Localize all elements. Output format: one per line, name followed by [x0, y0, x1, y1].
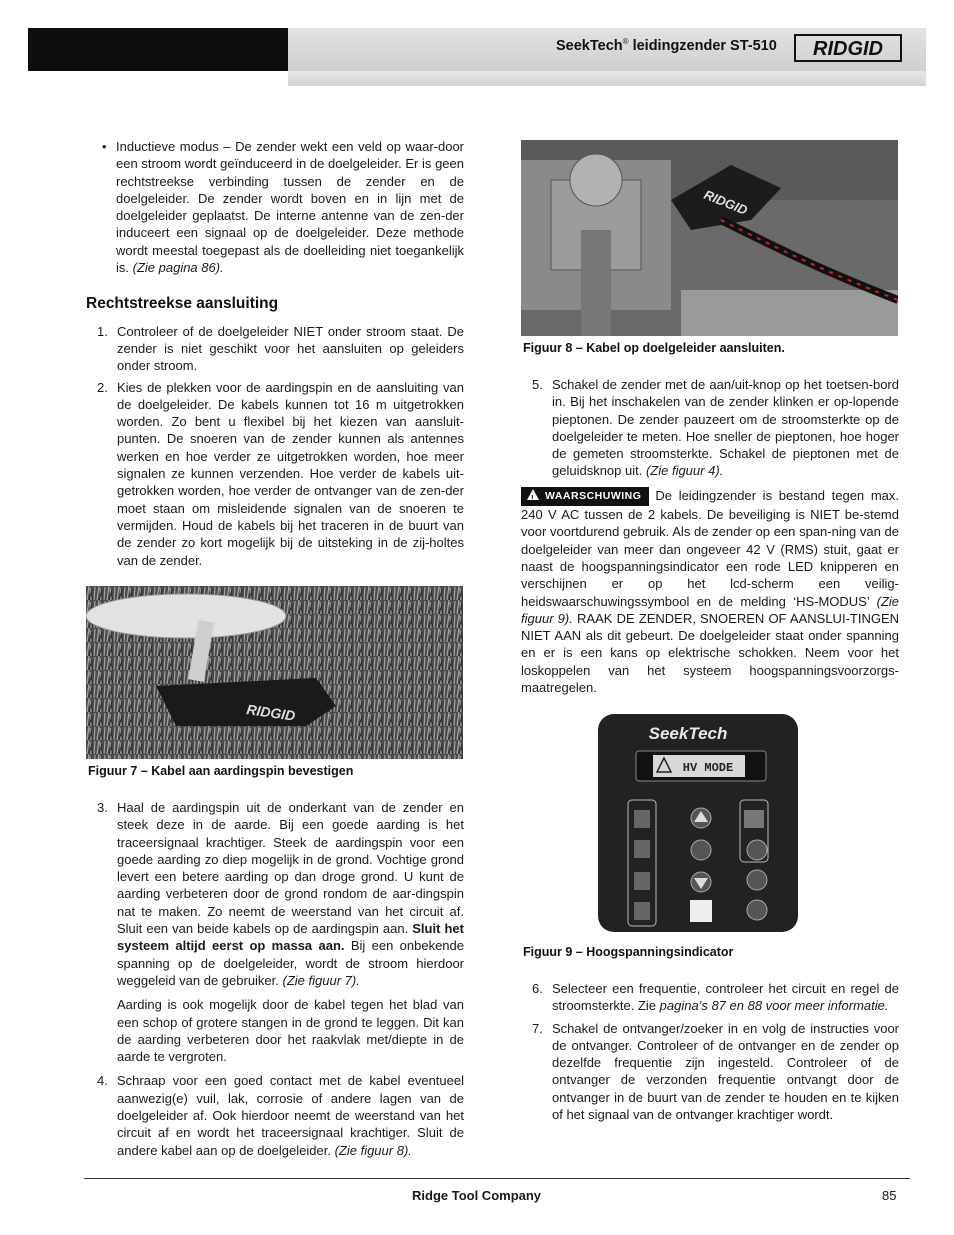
page-header-title [556, 37, 777, 54]
item-text: Schakel de ontvanger/zoeker in en volg de instructies voor de ontvanger. Controleer of de ontvanger en de zender op dezelfde frequentie zijn ingesteld. Controleer of de ontvanger de verzonden frequentie ontvangt door de ontvanger in de buurt van de zender te houden en te kijken of het signaal van de ontvanger krachtiger wordt. [552, 1020, 899, 1123]
footer-company: Ridge Tool Company [412, 1188, 542, 1203]
list-item-3 [86, 799, 464, 989]
warning-ref: (Zie figuur 9). [521, 593, 899, 626]
list-item-1 [86, 323, 464, 375]
item-text: Kies de plekken voor de aardingspin en de aansluiting van de doelgeleider. De kabels kunnen tot 16 m uitgetrokken worden. Zo bent u flexibel bij het kiezen van aansluit-punten. De snoeren van de zender kunnen als antennes werken en hoe verder ze uitgetrokken worden, hoe meer signalen ze kunnen verzenden. Hoe verder de kabels uit-getrokken worden, hoe verder de ontvanger van de zen-der moet staan om misleidende signalen van de snoeren te vermijden. Houd de kabels bij het traceren in de buurt van de zender zo kort mogelijk bij de uitsteking in de zij-holtes van de zender. [117, 379, 464, 568]
ridgid-logo [794, 34, 902, 62]
registered-mark: ® [622, 37, 629, 46]
item-text: Schraap voor een goed contact met de kabel eventueel aanwezig(e) vuil, lak, corrosie of andere lagen van de doelgeleider af. Ook hierdoor neemt de weerstand van het circuit af en wordt het traceersignaal krachtiger. Sluit de andere kabel aan op de doelgeleider. [117, 1073, 464, 1158]
item-ref: (Zie figuur 8). [334, 1142, 412, 1158]
device-brand: SeekTech [648, 724, 728, 743]
item-number: 1. [97, 323, 108, 339]
photo-logo-text: RIDGID [245, 701, 297, 724]
warning-badge [521, 487, 649, 506]
figure-9-device-panel [598, 714, 798, 932]
warning-text-continued: RAAK DE ZENDER, SNOEREN OF AANSLUI-TINGEN NIET AAN als dit gebeurt. De doelgeleider staat onder spanning en er is een kans op elektrische schokken. Neem voor het loskoppelen van het systeem hoogspanningsvoorzorgs-maatregelen. [521, 610, 900, 696]
item-ref: pagina’s 87 en 88 voor meer informatie. [659, 998, 889, 1014]
footer-rule [84, 1178, 910, 1179]
figure-8-caption: Figuur 8 – Kabel op doelgeleider aansluiten. [523, 341, 785, 355]
header-gray-strip [288, 71, 926, 86]
item-number: 6. [532, 981, 543, 996]
bullet-text: Inductieve modus – De zender wekt een veld op waar-door een stroom wordt geïnduceerd in de doelgeleider. Er is geen rechtstreekse verbinding tussen de zender en de doelgeleider. De zender wordt boven en in lijn met de doelgeleider geplaatst. De interne antenne van de zen-der induceert een signaal op de doelgeleider. Deze methode wordt meestal toegepast als de doelleiding niet toegankelijk is. [116, 139, 464, 276]
clamp-photo-illustration [521, 140, 898, 336]
device-display-text: HV MODE [682, 761, 734, 775]
warning-paragraph [521, 487, 899, 697]
list-item-2 [86, 379, 464, 569]
figure-7-photo [86, 586, 463, 759]
list-item-5 [521, 376, 899, 480]
left-column-lower [86, 799, 464, 1159]
warning-triangle-icon [527, 489, 539, 500]
item-ref: (Zie figuur 4). [645, 463, 724, 479]
item-text: Haal de aardingspin uit de onderkant van de zender en steek deze in de aarde. Bij een goede aarding is het traceersignaal krachtiger. Steek de aardingspin voor een goede aarding zo diep mogelijk in de grond. Vochtige grond levert een betere aarding op dan droge grond. U kunt de aarding verbeteren door de grond rondom de aar-dingspin nat te maken. Zo neemt de weerstand van het circuit af. Sluit een van beide kabels op de aardingspin aan. [117, 800, 464, 937]
warning-text: De leidingzender is bestand tegen max. 240 V AC tussen de 2 kabels. De beveiliging is NIET be-stemd voor voortdurend gebruik. Als de zender op een span-ning van de doelgeleider van meer dan ongeveer 42 V (RMS) stuit, gaat er naast de hoogspanningsindicator een rode LED knipperen en verschijnen er op het lcd-scherm een veilig-heidswaarschuwingssymbool en de melding ‘HS-MODUS’ [521, 487, 899, 609]
item-text: Selecteer een frequentie, controleer het circuit en regel de stroomsterkte. Zie [552, 981, 899, 1014]
right-column-lower [521, 980, 899, 1123]
logo-text: RIDGID [813, 38, 883, 60]
figure-8-photo [521, 140, 898, 336]
item-bold-text: Sluit het systeem altijd eerst op massa aan. [117, 921, 464, 954]
item-number: 7. [532, 1020, 543, 1036]
item-number: 3. [97, 800, 108, 815]
grass-photo-illustration [86, 586, 463, 759]
header-title-rest: leidingzender ST-510 [628, 37, 777, 54]
header-black-bar [28, 28, 288, 71]
list-item-3-paragraph: Aarding is ook mogelijk door de kabel tegen het blad van een schop of grotere stangen in de grond te leggen. Dit kan de aarding verbeteren door het raakvlak met/diepte in de aarde te vergroten. [117, 997, 464, 1065]
left-column [86, 138, 464, 569]
right-column [521, 376, 899, 696]
item-number: 4. [97, 1073, 108, 1089]
keypad-illustration [598, 714, 798, 932]
bullet-ref: (Zie pagina 86). [132, 260, 224, 276]
list-item-7 [521, 1020, 899, 1124]
item-text: Controleer of de doelgeleider NIET onder stroom staat. De zender is niet geschikt voor het aansluiten op geleiders onder stroom. [117, 323, 464, 374]
figure-7-caption: Figuur 7 – Kabel aan aardingspin bevestigen [88, 764, 354, 778]
item-number: 2. [97, 379, 108, 395]
warning-label: WAARSCHUWING [545, 489, 642, 502]
item-text-continued: Bij een onbekende spanning op de doelgeleider, wordt de stroom hierdoor weggeleid van de gebruiker. [117, 938, 465, 988]
list-item-4 [86, 1072, 464, 1158]
item-ref: (Zie figuur 7). [282, 972, 360, 988]
bullet-dot: • [102, 139, 107, 154]
item-text: Schakel de zender met de aan/uit-knop op het toetsen-bord in. Bij het inschakelen van de zender klinken er op-lopende pieptonen. De zender pauzeert om de stroomsterkte op de doelgeleider te meten. Hoe sneller de pieptonen, hoe hoger de gemeten stroomsterkte. Schakel de pieptonen met de geluidsknop uit. [552, 377, 899, 479]
list-item-6 [521, 980, 899, 1015]
figure-9-caption: Figuur 9 – Hoogspanningsindicator [523, 945, 734, 959]
item-number: 5. [532, 377, 543, 392]
bullet-inductive-mode [86, 138, 464, 276]
header-brand: SeekTech [556, 37, 623, 54]
section-heading: Rechtstreekse aansluiting [86, 295, 279, 313]
page-number: 85 [882, 1188, 897, 1203]
photo-logo-text: RIDGID [701, 186, 750, 218]
